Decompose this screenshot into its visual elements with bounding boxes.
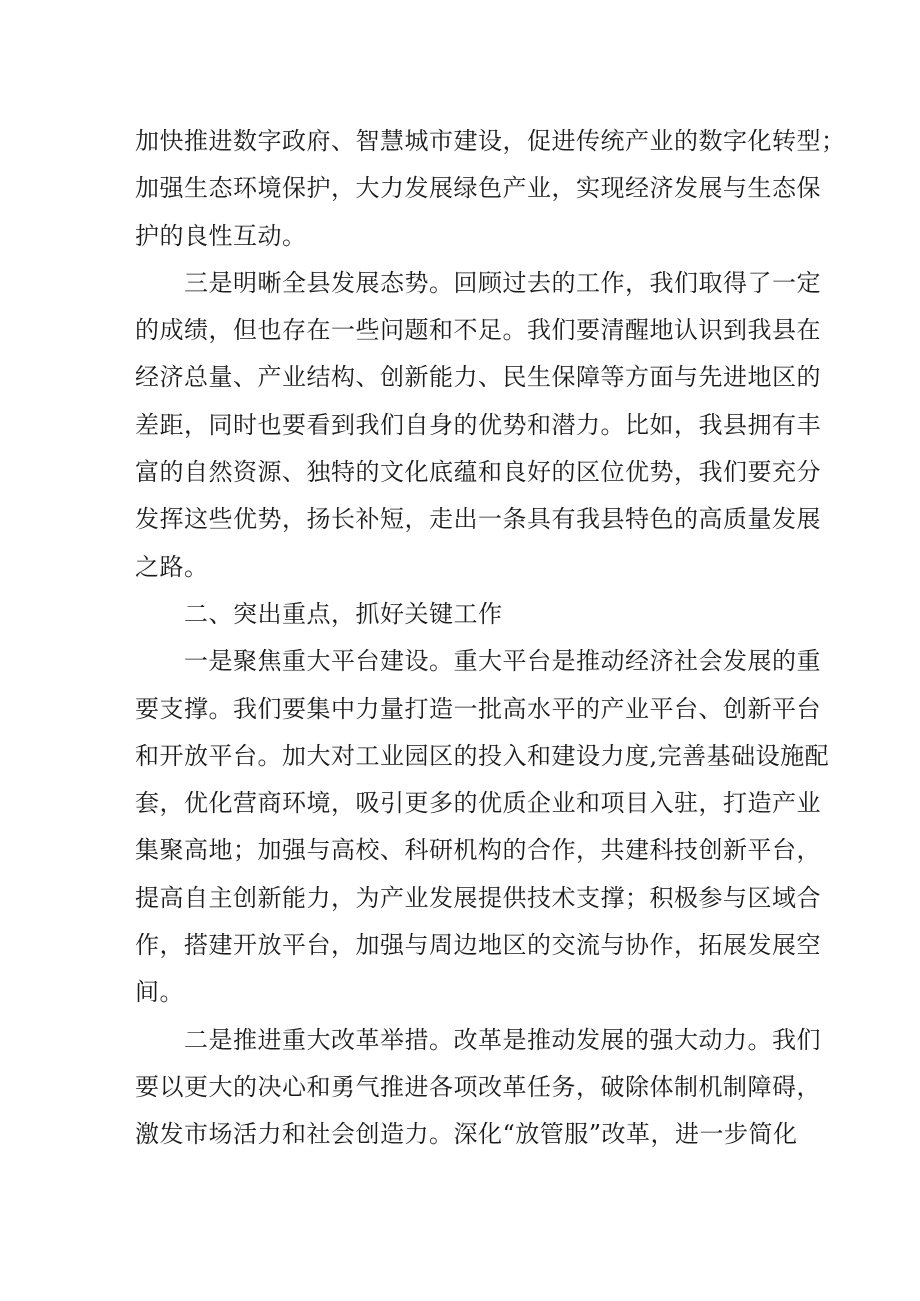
text-line: 差距，同时也要看到我们自身的优势和潜力。比如，我县拥有丰 xyxy=(135,410,821,439)
text-line: 一是聚焦重大平台建设。重大平台是推动经济社会发展的重 xyxy=(135,647,821,676)
document-body xyxy=(135,118,846,1159)
section-heading-key-work xyxy=(135,591,795,638)
text-line: 经济总量、产业结构、创新能力、民生保障等方面与先进地区的 xyxy=(135,363,821,392)
paragraph-major-platforms xyxy=(135,638,830,1016)
text-line: 激发市场活力和社会创造力。深化“放管服”改革，进一步简化 xyxy=(135,1120,798,1149)
text-line: 间。 xyxy=(135,978,184,1007)
text-line: 加强生态环境保护，大力发展绿色产业，实现经济发展与生态保 xyxy=(135,174,821,203)
text-line: 发挥这些优势，扬长补短，走出一条具有我县特色的高质量发展 xyxy=(135,505,821,534)
text-line: 富的自然资源、独特的文化底蕴和良好的区位优势，我们要充分 xyxy=(135,458,821,487)
paragraph-major-reforms xyxy=(135,1017,821,1159)
paragraph-county-situation xyxy=(135,260,821,591)
text-line: 加快推进数字政府、智慧城市建设，促进传统产业的数字化转型； xyxy=(135,127,846,155)
text-line: 要支撑。我们要集中力量打造一批高水平的产业平台、创新平台 xyxy=(135,694,821,723)
text-line: 和开放平台。加大对工业园区的投入和建设力度,完善基础设施配 xyxy=(135,741,830,770)
paragraph-digital-ecology xyxy=(135,118,846,260)
text-line: 作，搭建开放平台，加强与周边地区的交流与协作，拓展发展空 xyxy=(135,931,821,960)
text-line: 集聚高地；加强与高校、科研机构的合作，共建科技创新平台， xyxy=(135,836,821,865)
section-heading: 二、突出重点，抓好关键工作 xyxy=(135,599,503,628)
text-line: 护的良性互动。 xyxy=(135,221,307,250)
text-line: 提高自主创新能力，为产业发展提供技术支撑；积极参与区域合 xyxy=(135,883,821,912)
text-line: 三是明晰全县发展态势。回顾过去的工作，我们取得了一定 xyxy=(135,268,821,297)
text-line: 二是推进重大改革举措。改革是推动发展的强大动力。我们 xyxy=(135,1025,821,1054)
text-line: 套，优化营商环境，吸引更多的优质企业和项目入驻，打造产业 xyxy=(135,789,821,818)
text-line: 之路。 xyxy=(135,552,209,581)
text-line: 的成绩，但也存在一些问题和不足。我们要清醒地认识到我县在 xyxy=(135,316,821,345)
text-line: 要以更大的决心和勇气推进各项改革任务，破除体制机制障碍， xyxy=(135,1072,821,1101)
